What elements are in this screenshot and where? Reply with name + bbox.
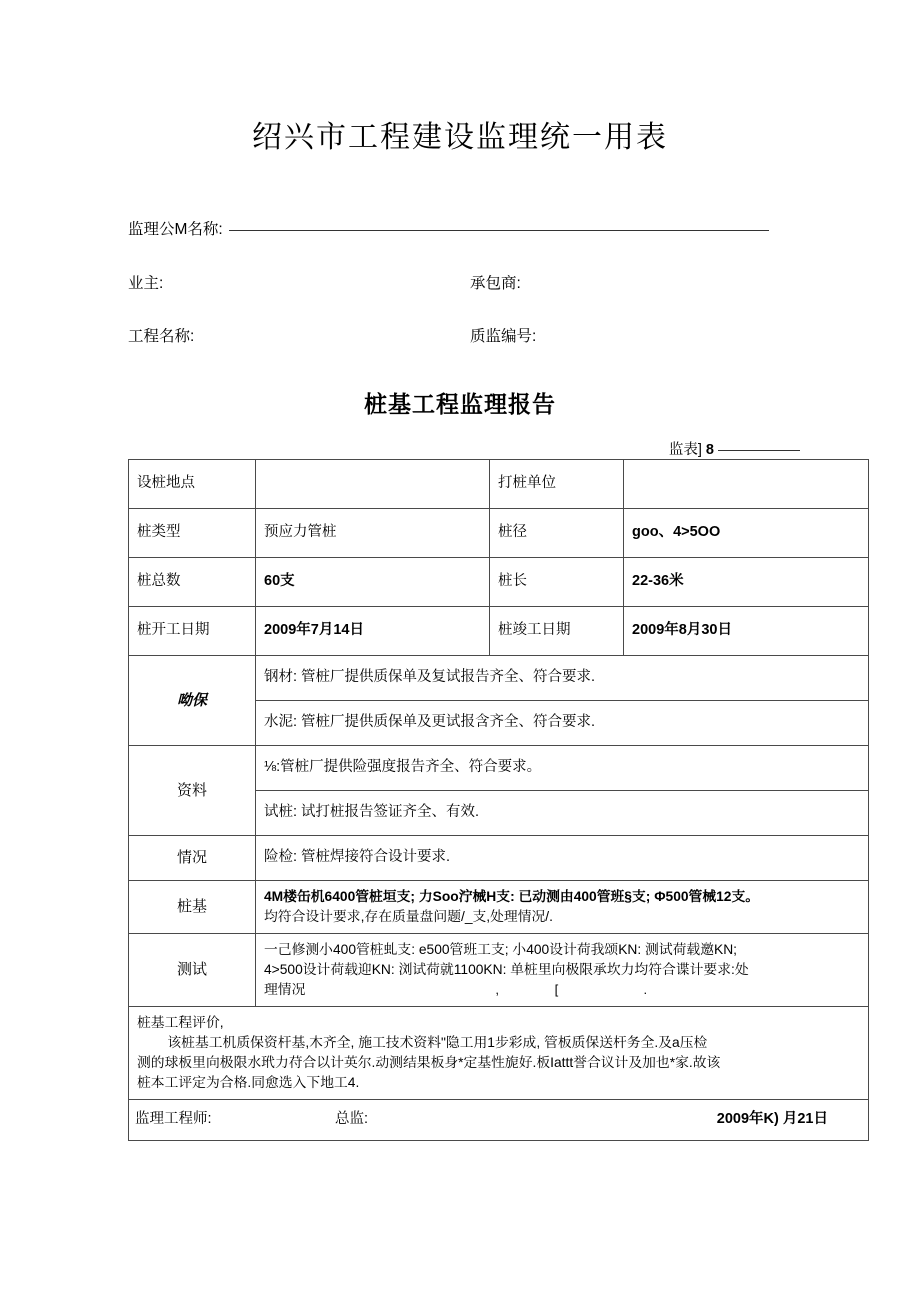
cell-pile-length-value[interactable]: 22-36米 — [624, 558, 869, 607]
test-side-label-testing — [129, 934, 256, 1007]
evaluation-body-line2: 测的球板里向极限水玳力苻合以计英尔.动测结果板身*定基性旎好.板Iattt誉合议计及加也*家.故该 — [137, 1055, 721, 1070]
qa-text-steel[interactable]: 钢材: 管桩厂提供质保单及复试报告齐全、符合要求. — [256, 656, 869, 701]
form-number-rule — [718, 450, 800, 451]
evaluation-body-line3: 桩本工评定为合格.同愈选入下地工4. — [137, 1075, 360, 1090]
page-title: 绍兴市工程建设监理统一用表 — [252, 121, 668, 154]
qa-side-label-quality — [129, 656, 256, 746]
field-contractor-label: 承包商: — [470, 275, 521, 292]
qa-text-strength[interactable]: ⅛:管桩厂提供险强度报告齐全、符合要求。 — [256, 746, 869, 791]
field-quality-number-label: 质监编号: — [470, 328, 537, 345]
test-block1-line2: 均符合设计要求,存在质量盘问题/_支,处理情况/. — [264, 909, 553, 924]
test-block2-line2: 4>500设计荷载迎KN: 浏试荷就1100KN: 单桩里向极限承坎力均符合谍计要求:处 — [264, 962, 749, 977]
cell-pile-diameter-label: 桩径 — [490, 509, 624, 558]
field-supervision-company-label: 监理公M名称: — [128, 221, 223, 238]
table-row-pile-count — [129, 558, 869, 607]
qa-text-inspection[interactable]: 险检: 管桩焊接符合设计要求. — [256, 836, 869, 881]
cell-pile-diameter-value[interactable]: goo、4>5OO — [624, 509, 869, 558]
table-row-signature — [129, 1100, 869, 1141]
cell-site-label: 设桩地点 — [129, 460, 256, 509]
cell-piling-unit-label: 打桩单位 — [490, 460, 624, 509]
cell-pile-length-label: 桩长 — [490, 558, 624, 607]
cell-pile-type-value[interactable]: 预应力管桩 — [256, 509, 490, 558]
test-text-block1[interactable] — [256, 881, 869, 934]
field-quality-number — [470, 324, 536, 346]
test-block1-line1: 4M楼缶机6400管桩垣支; 力Soo泞械H支: 已动测由400管班§支; Φ500管械12支。 — [264, 889, 760, 904]
field-project-name-label: 工程名称: — [128, 328, 195, 345]
test-block2-line3-text: 理情况 — [264, 982, 306, 997]
table-row-test-block2 — [129, 934, 869, 1007]
table-row-qa-steel — [129, 656, 869, 701]
cell-finish-date-value[interactable]: 2009年8月30日 — [624, 607, 869, 656]
test-block2-marks: , [ . — [495, 982, 674, 997]
signature-chief-label[interactable]: 总监: — [335, 1111, 369, 1128]
qa-side-label-materials-text: 资料 — [176, 781, 207, 799]
test-block2-line3 — [264, 980, 860, 1000]
cell-piling-unit-value[interactable] — [624, 460, 869, 509]
field-supervision-company-rule — [229, 230, 769, 231]
test-text-block2[interactable] — [256, 934, 869, 1007]
table-row-site — [129, 460, 869, 509]
report-title: 桩基工程监理报告 — [364, 391, 556, 417]
pile-report-table — [128, 459, 869, 1141]
qa-side-label-situation — [129, 836, 256, 881]
table-row-dates — [129, 607, 869, 656]
form-number-value: 8 — [705, 442, 714, 458]
cell-start-date-value[interactable]: 2009年7月14日 — [256, 607, 490, 656]
field-project-name — [128, 324, 194, 346]
table-row-test-block1 — [129, 881, 869, 934]
evaluation-heading: 桩基工程评价, — [137, 1015, 224, 1030]
field-supervision-company — [128, 217, 769, 239]
test-side-label-pile — [129, 881, 256, 934]
table-row-qa-strength — [129, 746, 869, 791]
qa-text-testpile[interactable]: 试桩: 试打桩报告签证齐全、有效. — [256, 791, 869, 836]
form-number-label: 监表] — [668, 442, 702, 458]
test-side-label-testing-text: 测试 — [176, 961, 207, 979]
field-contractor — [470, 271, 521, 293]
evaluation-cell[interactable] — [129, 1007, 869, 1100]
field-owner-label: 业主: — [128, 275, 164, 292]
signature-cell — [129, 1100, 869, 1141]
form-number — [669, 438, 800, 459]
qa-text-cement[interactable]: 水泥: 管桩厂提供质保单及更试报含齐全、符合要求. — [256, 701, 869, 746]
evaluation-body-line1: 该桩基工机质保资杆基,木齐全, 施工技术资料"隐工用1步彩成, 管板质保送杆务全.及a压检 — [167, 1035, 708, 1050]
cell-start-date-label: 桩开工日期 — [129, 607, 256, 656]
signature-date[interactable]: 2009年K) 月21日 — [716, 1111, 828, 1128]
signature-engineer-label[interactable]: 监理工程师: — [135, 1111, 212, 1128]
table-row-qa-inspection — [129, 836, 869, 881]
cell-pile-count-label: 桩总数 — [129, 558, 256, 607]
qa-side-label-materials — [129, 746, 256, 836]
cell-pile-count-value[interactable]: 60支 — [256, 558, 490, 607]
table-row-evaluation — [129, 1007, 869, 1100]
test-block2-line1: 一己修测小400管桩虬支: e500管班工支; 小400设计荷我颂KN: 测试荷载邀KN; — [264, 942, 738, 957]
qa-side-label-situation-text: 情况 — [176, 849, 207, 867]
test-side-label-pile-text: 桩基 — [176, 898, 207, 916]
field-owner — [128, 271, 163, 293]
table-row-pile-type — [129, 509, 869, 558]
cell-finish-date-label: 桩竣工日期 — [490, 607, 624, 656]
cell-pile-type-label: 桩类型 — [129, 509, 256, 558]
qa-side-label-quality-text: 呦保 — [176, 691, 207, 709]
cell-site-value[interactable] — [256, 460, 490, 509]
